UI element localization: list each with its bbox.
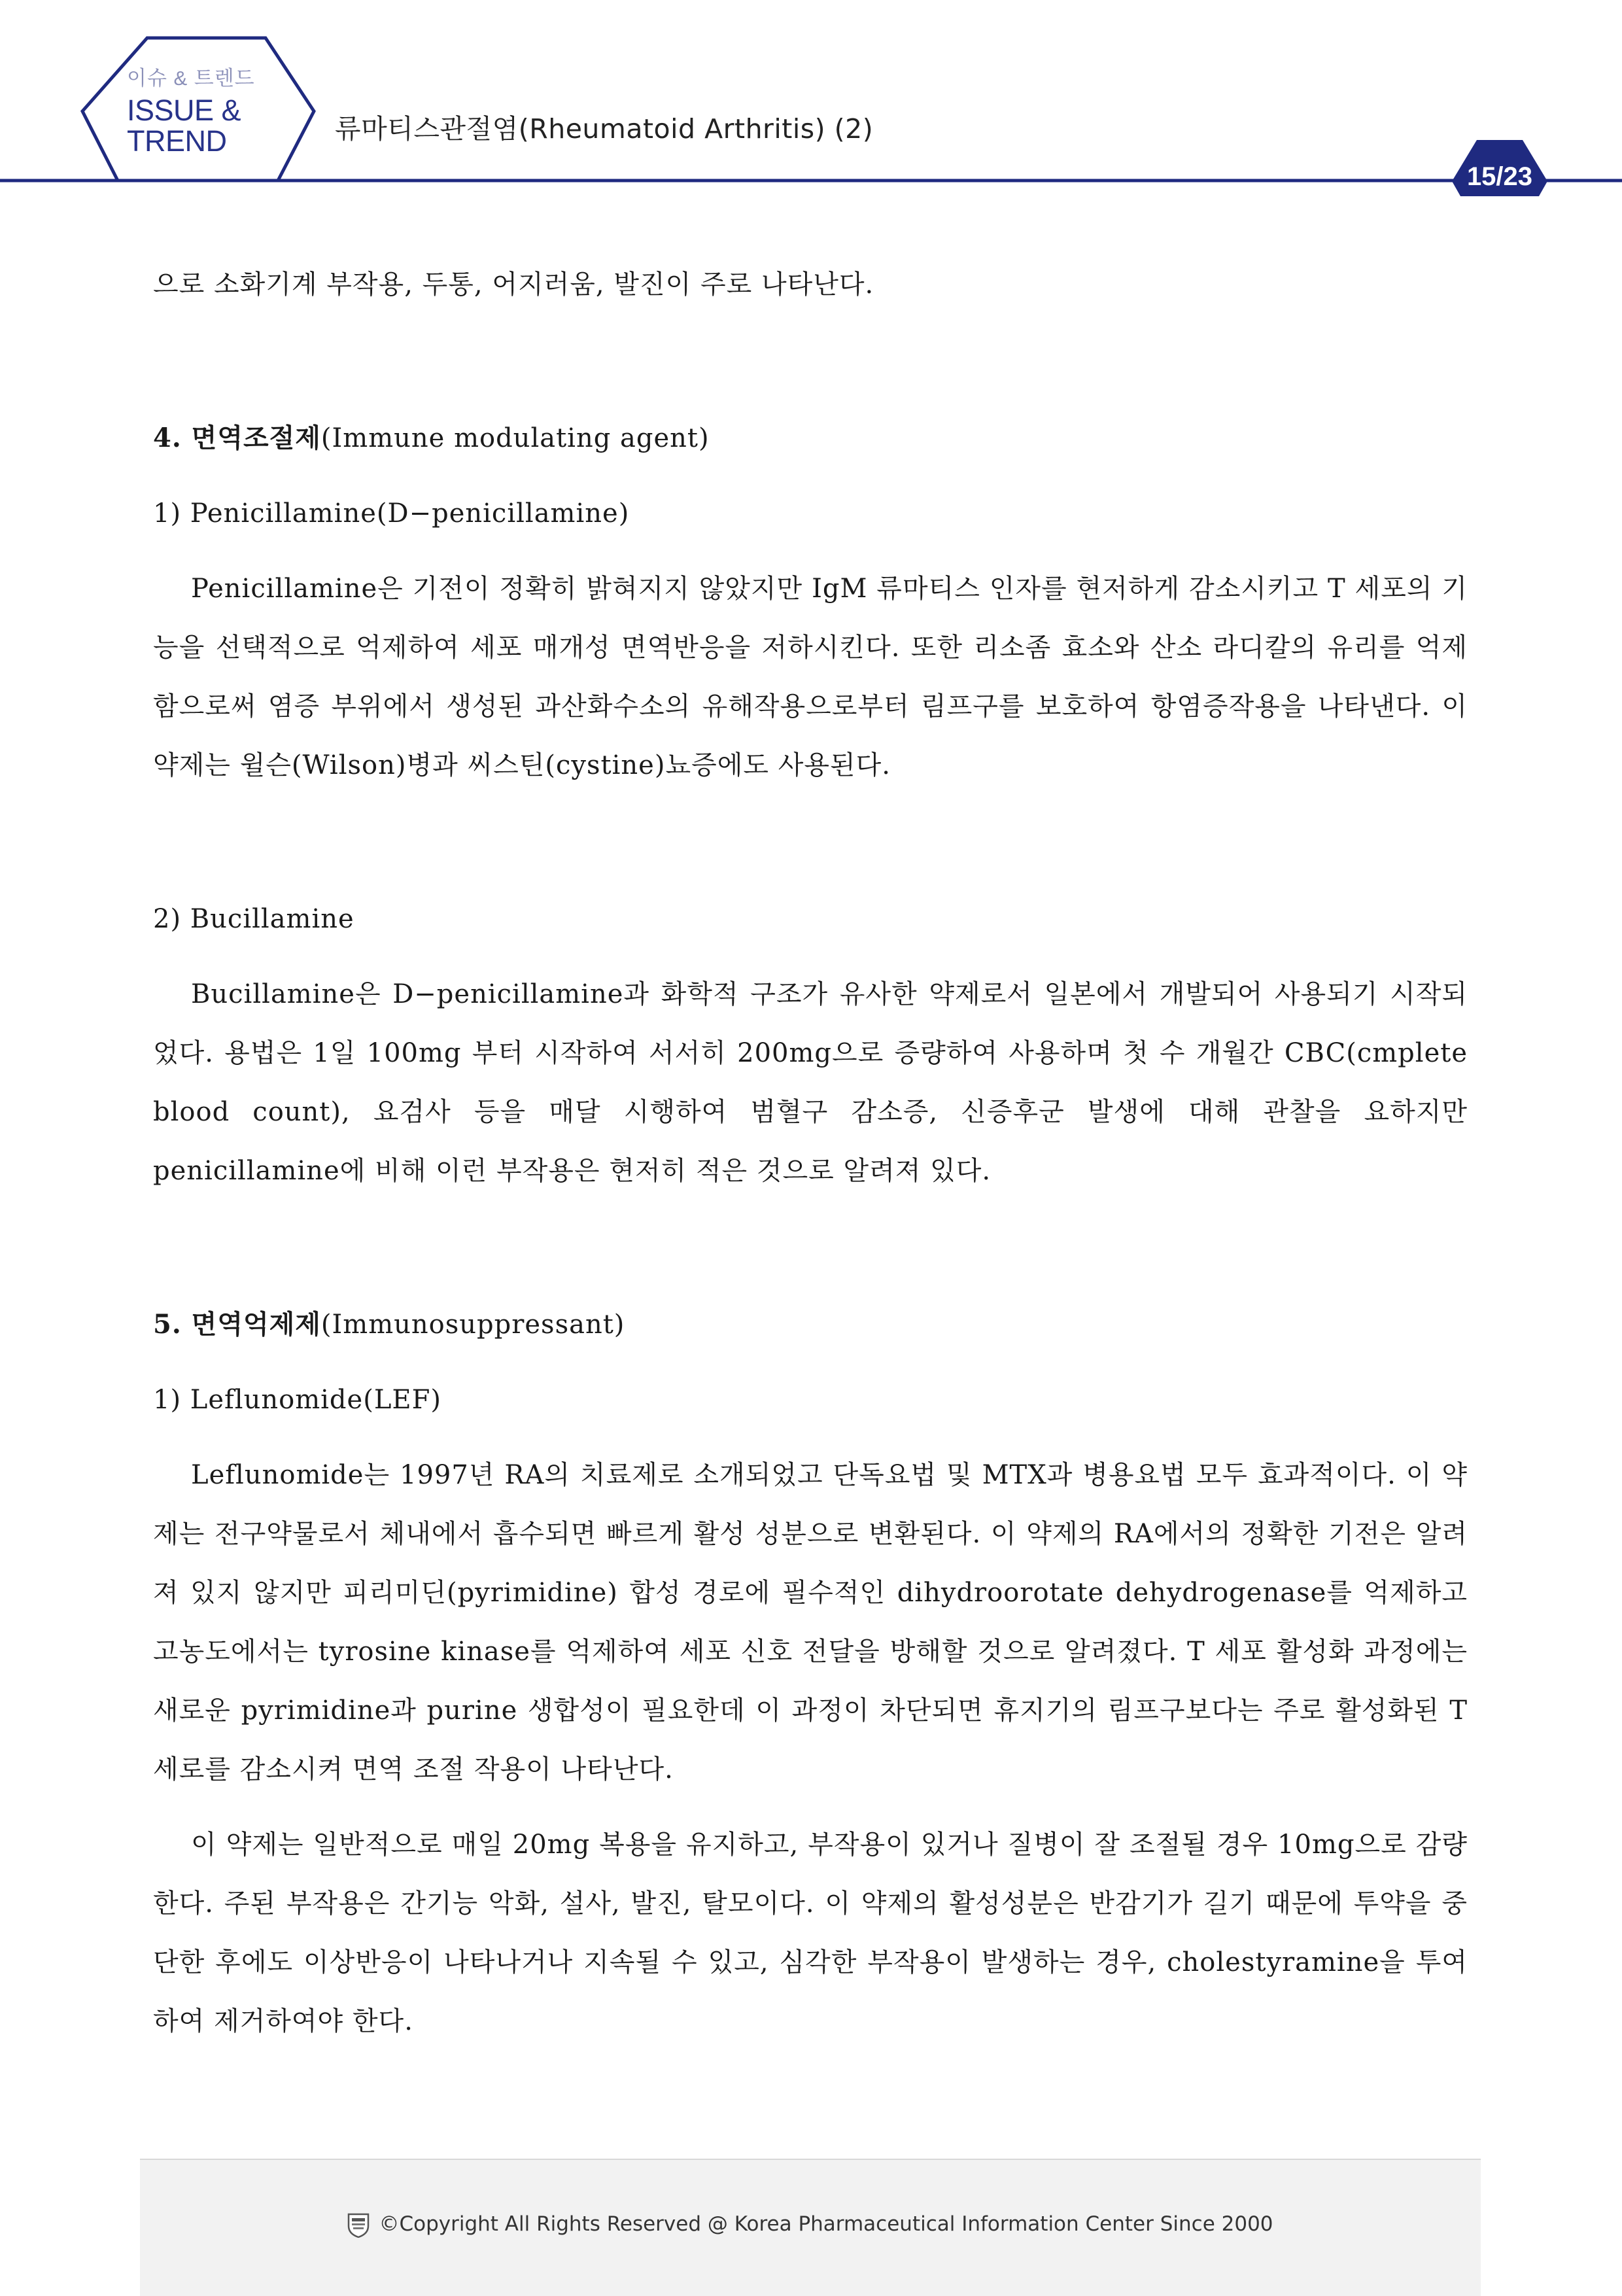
paragraph-leflunomide: Leflunomide는 1997년 RA의 치료제로 소개되었고 단독요법 및 MTX과 병용요법 모두 효과적이다. 이 약제는 전구약물로서 체내에서 흡수되면 빠르게 활성 성분으로 변환된다. 이 약제의 RA에서의 정확한 기전은 알려져 있지 않지만 피리미딘(pyrimidine) 합성 경로에 필수적인 dihydroorotate dehydrogenase를 억제하고 고농도에서는 tyrosine kinase를 억제하여 세포 신호 전달을 방해할 것으로 알려졌다. T 세포 활성화 과정에는 새로운 pyrimidine과 purine 생합성이 필요한데 이 과정이 차단되면 휴지기의 림프구보다는 주로 활성화된 T 세로를 감소시켜 면역 조절 작용이 나타난다.: [153, 1460, 1468, 1784]
section-4-subtitle: (Immune modulating agent): [320, 423, 710, 453]
page-header: [0, 0, 1622, 196]
subsection-bucillamine: 2) Bucillamine: [153, 904, 354, 934]
paragraph-penicillamine: Penicillamine은 기전이 정확히 밝혀지지 않았지만 IgM 류마티스 인자를 현저하게 감소시키고 T 세포의 기능을 선택적으로 억제하여 세포 매개성 면역반응을 저하시킨다. 또한 리소좀 효소와 산소 라디칼의 유리를 억제함으로써 염증 부위에서 생성된 과산화수소의 유해작용으로부터 림프구를 보호하여 항염증작용을 나타낸다. 이 약제는 윌슨(Wilson)병과 씨스틴(cystine)뇨증에도 사용된다.: [153, 574, 1468, 780]
subsection-penicillamine: 1) Penicillamine(D−penicillamine): [153, 498, 630, 529]
paragraph-bucillamine: Bucillamine은 D−penicillamine과 화학적 구조가 유사한 약제로서 일본에서 개발되어 사용되기 시작되었다. 용법은 1일 100mg 부터 시작하여 서서히 200mg으로 증량하여 사용하며 첫 수 개월간 CBC(cmplete blood count), 요검사 등을 매달 시행하여 범혈구 감소증, 신증후군 발생에 대해 관찰을 요하지만 penicillamine에 비해 이런 부작용은 현저히 적은 것으로 알려져 있다.: [153, 979, 1468, 1186]
footer-row: [140, 2212, 1481, 2238]
kpic-shield-icon: [347, 2213, 370, 2238]
document-body: [153, 255, 1468, 2051]
paragraph-leflunomide-dosage: 이 약제는 일반적으로 매일 20mg 복용을 유지하고, 부작용이 있거나 질병이 잘 조절될 경우 10mg으로 감량한다. 주된 부작용은 간기능 악화, 설사, 발진, 탈모이다. 이 약제의 활성성분은 반감기가 길기 때문에 투약을 중단한 후에도 이상반응이 나타나거나 지속될 수 있고, 심각한 부작용이 발생하는 경우, cholestyramine을 투여하여 제거하여야 한다.: [153, 1830, 1468, 2036]
section-5-subtitle: (Immunosuppressant): [320, 1310, 625, 1340]
section-4-title: 4. 면역조절제: [153, 423, 321, 453]
subsection-leflunomide: 1) Leflunomide(LEF): [153, 1385, 441, 1415]
page-title: 류마티스관절염(Rheumatoid Arthritis) (2): [335, 113, 874, 145]
page-footer: [140, 2159, 1481, 2296]
issue-trend-badge: [127, 68, 264, 156]
badge-line-1: ISSUE &: [127, 93, 241, 127]
page-number: 15/23: [1466, 162, 1533, 191]
paragraph-continuation: 으로 소화기계 부작용, 두통, 어지러움, 발진이 주로 나타난다.: [153, 270, 874, 300]
badge-korean-label: 이슈 & 트렌드: [127, 67, 255, 90]
section-heading-4: [153, 409, 1468, 468]
badge-line-2: TREND: [127, 124, 227, 158]
section-5-title: 5. 면역억제제: [153, 1309, 321, 1340]
section-heading-5: [153, 1295, 1468, 1354]
copyright-text: ©Copyright All Rights Reserved @ Korea Pharmaceutical Information Center Since 2000: [379, 2212, 1273, 2236]
